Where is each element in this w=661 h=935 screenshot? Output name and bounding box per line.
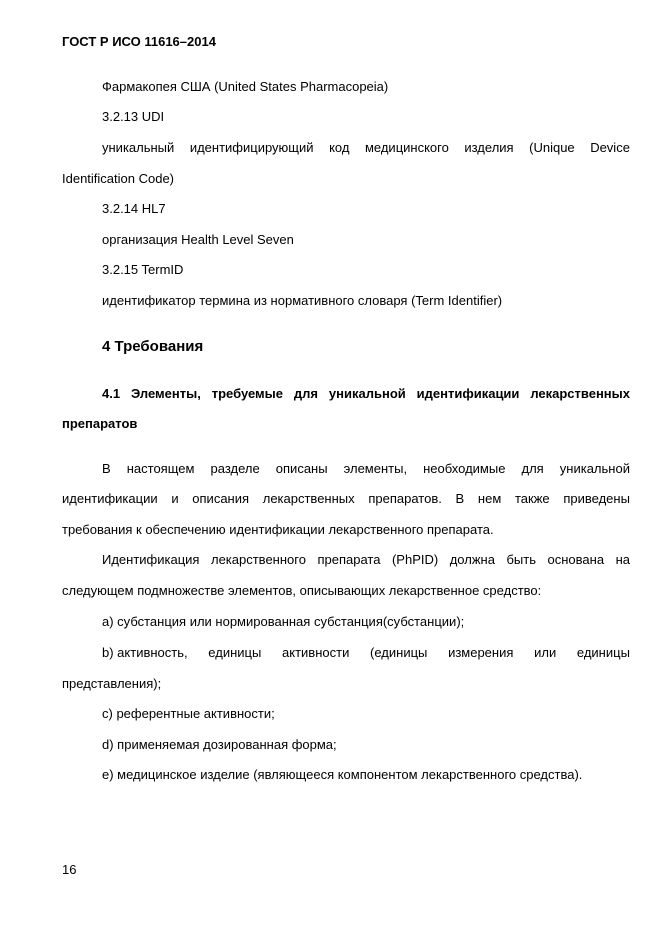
word: для xyxy=(521,461,544,476)
word: идентифицирующий xyxy=(189,140,314,155)
word: (Unique xyxy=(529,140,575,155)
word: Элементы, xyxy=(130,386,201,401)
word: измерения xyxy=(448,645,514,660)
paragraph2-line2: следующем подмножестве элементов, описывающих лекарственное средство: xyxy=(62,583,542,598)
word: единицы xyxy=(576,645,630,660)
word: для xyxy=(293,386,319,401)
udi-definition-line2: Identification Code) xyxy=(62,171,175,186)
word: В xyxy=(455,491,465,506)
word: код xyxy=(329,140,350,155)
word: (PhPID) xyxy=(391,552,439,567)
word: Идентификация xyxy=(102,552,200,567)
list-item-e: e) медицинское изделие (являющееся компонентом лекарственного средства). xyxy=(102,767,583,782)
page-number: 16 xyxy=(62,862,77,877)
hl7-definition: организация Health Level Seven xyxy=(102,232,294,247)
list-item-b-line1 xyxy=(102,645,630,661)
word: нем xyxy=(477,491,502,506)
word: изделия xyxy=(464,140,514,155)
word: или xyxy=(534,645,557,660)
word: b) активность, xyxy=(102,645,188,660)
word: необходимые xyxy=(423,461,506,476)
word: препаратов. xyxy=(368,491,442,506)
udi-definition-line1 xyxy=(102,140,630,156)
list-item-c: c) референтные активности; xyxy=(102,706,275,721)
termid-definition: идентификатор термина из нормативного словаря (Term Identifier) xyxy=(102,293,503,308)
list-item-d: d) применяемая дозированная форма; xyxy=(102,737,337,752)
section-title: 4 Требования xyxy=(102,338,204,355)
word: 4.1 xyxy=(102,386,121,401)
subsection-title-line2: препаратов xyxy=(62,416,138,431)
word: активности xyxy=(282,645,350,660)
subsection-title-line1 xyxy=(102,386,630,402)
word: описания xyxy=(192,491,250,506)
paragraph1-line2 xyxy=(62,491,630,507)
word: уникальной xyxy=(559,461,630,476)
word: настоящем xyxy=(126,461,195,476)
word: В xyxy=(102,461,111,476)
word: должна xyxy=(449,552,495,567)
list-item-b-line2: представления); xyxy=(62,676,162,691)
usp-definition: Фармакопея США (United States Pharmacopeia) xyxy=(102,79,389,94)
word: Device xyxy=(590,140,630,155)
word: описаны xyxy=(275,461,328,476)
word: также xyxy=(514,491,550,506)
word: быть xyxy=(506,552,536,567)
termid-term: 3.2.15 TermID xyxy=(102,262,184,277)
word: элементы, xyxy=(343,461,408,476)
word: медицинского xyxy=(364,140,449,155)
paragraph1-line3: требования к обеспечению идентификации лекарственного препарата. xyxy=(62,522,494,537)
word: идентификации xyxy=(416,386,520,401)
word: уникальный xyxy=(102,140,175,155)
word: лекарственных xyxy=(262,491,355,506)
word: лекарственного xyxy=(210,552,306,567)
list-item-a: a) субстанция или нормированная субстанция(субстанции); xyxy=(102,614,465,629)
word: и xyxy=(171,491,179,506)
word: приведены xyxy=(563,491,630,506)
word: единицы xyxy=(208,645,262,660)
word: уникальной xyxy=(328,386,406,401)
document-header: ГОСТ Р ИСО 11616–2014 xyxy=(62,34,216,49)
paragraph2-line1 xyxy=(102,552,630,568)
word: (единицы xyxy=(370,645,428,660)
word: препарата xyxy=(317,552,381,567)
word: идентификации xyxy=(62,491,158,506)
word: основана xyxy=(547,552,605,567)
paragraph1-line1 xyxy=(102,461,630,477)
hl7-term: 3.2.14 HL7 xyxy=(102,201,166,216)
udi-term: 3.2.13 UDI xyxy=(102,109,165,124)
word: на xyxy=(615,552,630,567)
word: лекарственных xyxy=(530,386,630,401)
word: разделе xyxy=(210,461,260,476)
word: требуемые xyxy=(211,386,284,401)
